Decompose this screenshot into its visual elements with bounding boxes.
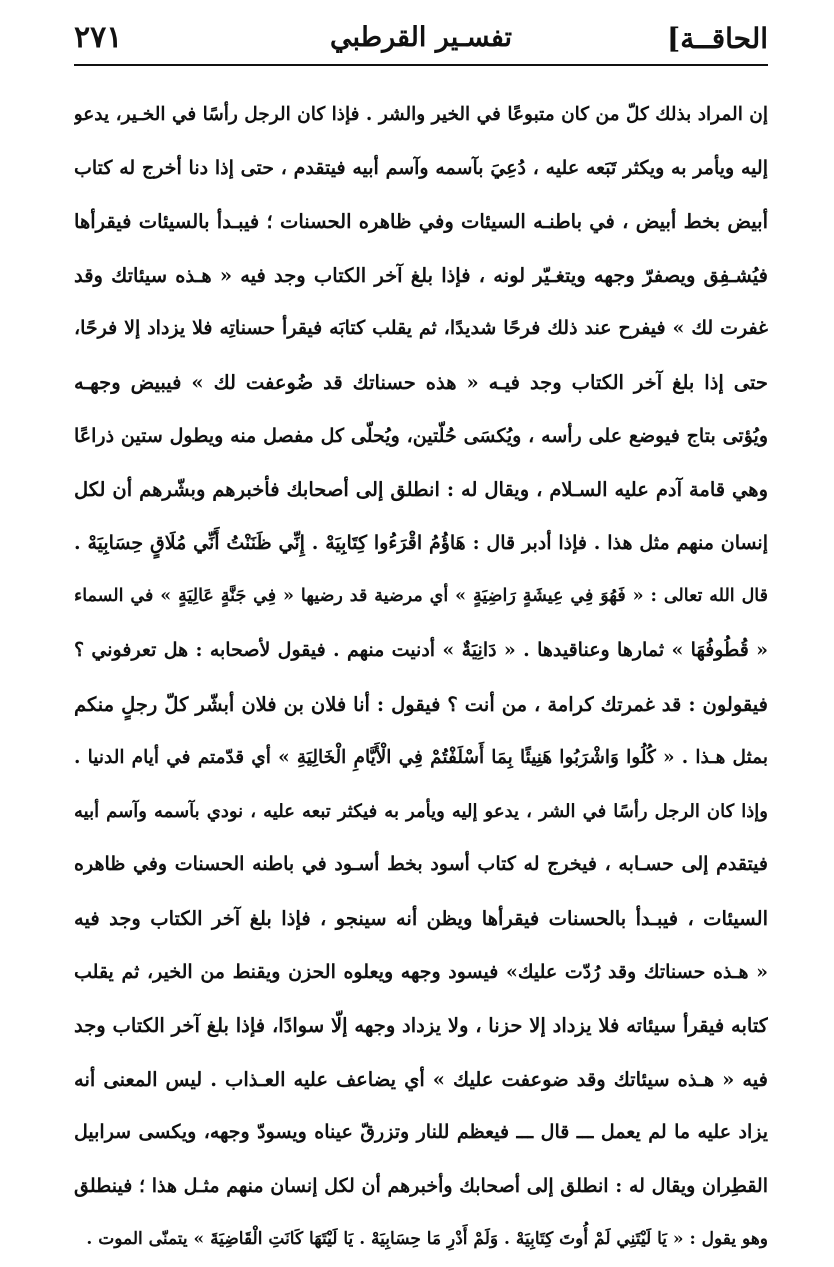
text-line: « هـذه حسناتك وقد رُدّت عليك» فيسود وجهه ويعلوه الحزن ويقنط من الخير، ثم يقلب <box>74 960 768 983</box>
chapter-label: الحاقــة <box>680 22 768 55</box>
text-line: فيُشـفِق ويصفرّ وجهه ويتغـيّر لونه ، فإذا بلغ آخر الكتاب وجد فيه « هـذه سيئاتك وقد <box>74 263 768 287</box>
page-number: ٢٧١ <box>74 20 123 55</box>
text-line: بمثل هـذا . « كُلُوا وَاشْرَبُوا هَنِيئًا بِمَا أَسْلَفْتُمْ فِي الْأَيَّامِ الْخَالِيَةِ » أي قدّمتم في أيام الدنيا . <box>74 747 768 769</box>
text-line: أبيض بخط أبيض ، في باطنـه السيئات وفي ظاهره الحسنات ؛ فيبـدأ بالسيئات فيقرأها <box>74 210 768 234</box>
text-line: وإذا كان الرجل رأسًا في الشر ، يدعو إليه ويأمر به فيكثر تبعه عليه ، نودي بآسمه وآسم أبيه <box>74 800 768 822</box>
text-line: إنسان منهم مثل هذا . فإذا أدبر قال : هَاؤُمُ اقْرَءُوا كِتَابِيَهْ . إِنِّي ظَنَنْتُ أَنِّي مُلَاقٍ حِسَابِيَهْ . <box>74 531 768 554</box>
page-header <box>74 18 768 62</box>
text-line: فيتقدم إلى حسـابه ، فيخرج له كتاب أسود بخط أسـود في باطنه الحسنات وفي ظاهره <box>74 853 768 876</box>
book-title: تفسـير القرطبي <box>329 22 513 53</box>
text-line: فيه « هـذه سيئاتك وقد ضوعفت عليك » أي يضاعف عليه العـذاب . ليس المعنى أنه <box>74 1067 768 1091</box>
header-divider <box>74 64 768 66</box>
header-bracket: ] <box>667 22 681 55</box>
text-line: القطِران ويقال له : انطلق إلى أصحابك وأخبرهم أن لكل إنسان منهم مثـل هذا ؛ فينطلق <box>74 1174 768 1197</box>
text-line: وهي قامة آدم عليه السـلام ، ويقال له : انطلق إلى أصحابك فأخبرهم وبشّرهم أن لكل <box>74 478 768 502</box>
text-line: حتى إذا بلغ آخر الكتاب وجد فيـه « هذه حسناتك قد ضُوعفت لك » فيبيض وجهـه <box>74 370 768 394</box>
text-line: وهو يقول : « يَا لَيْتَنِي لَمْ أُوتَ كِتَابِيَهْ . وَلَمْ أَدْرِ مَا حِسَابِيَهْ . يَا لَيْتَهَا كَانَتِ الْقَاضِيَةَ » يتمنّى الموت . <box>86 1229 768 1250</box>
body-text <box>74 88 768 1267</box>
text-line: إن المراد بذلك كلّ من كان متبوعًا في الخير والشر . فإذا كان الرجل رأسًا في الخـير، يدعو <box>74 104 768 125</box>
text-line: كتابه فيقرأ سيئاته فلا يزداد إلا حزنا ، ولا يزداد وجهه إلّا سوادًا، فإذا بلغ آخر الكتاب وجد <box>74 1014 768 1038</box>
text-line: السيئات ، فيبـدأ بالحسنات فيقرأها ويظن أنه سينجو ، فإذا بلغ آخر الكتاب وجد فيه <box>74 906 768 930</box>
text-line: فيقولون : قد غمرتك كرامة ، من أنت ؟ فيقول : أنا فلان بن فلان أبشّر كلّ رجلٍ منكم <box>74 692 768 716</box>
text-line: « قُطُوفُهَا » ثمارها وعناقيدها . « دَانِيَةٌ » أدنيت منهم . فيقول لأصحابه : هل تعرفوني ؟ <box>74 638 768 661</box>
text-line: غفرت لك » فيفرح عند ذلك فرحًا شديدًا، ثم يقلب كتابَه فيقرأ حسناتِه فلا يزداد إلا فرحًا، <box>74 317 768 340</box>
text-line: ويُؤتى بتاج فيوضع على رأسه ، ويُكسَى حُلّتين، ويُحلّى كل مفصل منه ويطول ستين ذراعًا <box>74 424 768 447</box>
text-line: قال الله تعالى : « فَهُوَ فِي عِيشَةٍ رَاضِيَةٍ » أي مرضية قد رضيها « فِي جَنَّةٍ عَالِيَةٍ » في السماء <box>74 586 768 607</box>
text-line: إليه ويأمر به ويكثر تَبَعه عليه ، دُعِيَ بآسمه وآسم أبيه فيتقدم ، حتى إذا دنا أخرج له كتاب <box>74 156 768 179</box>
text-line: يزاد عليه ما لم يعمل ـــ قال ـــ فيعظم للنار وتزرقّ عيناه ويسودّ وجهه، ويكسى سرابيل <box>74 1121 768 1144</box>
